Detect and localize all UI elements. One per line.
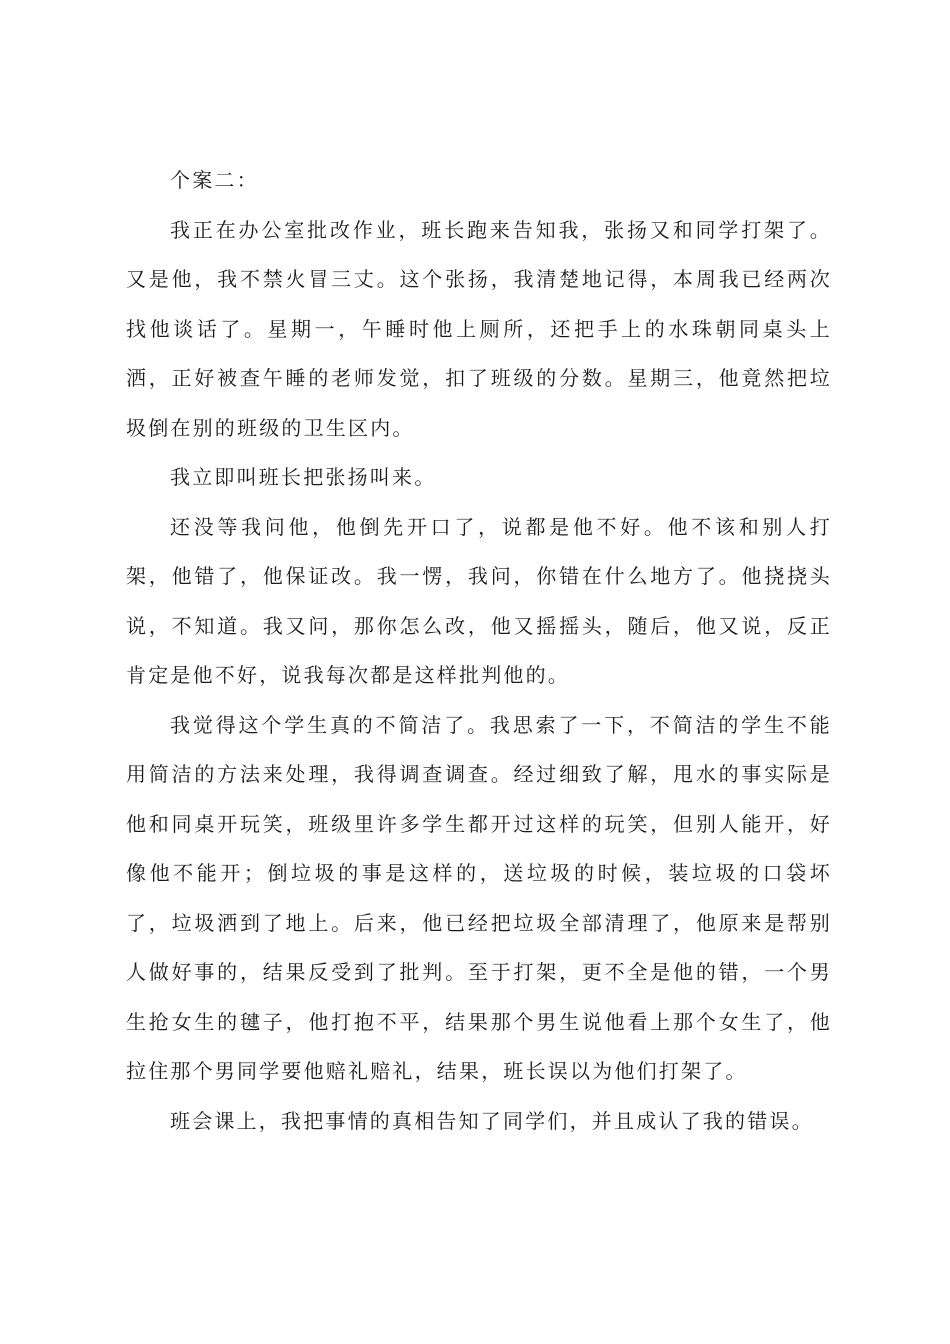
paragraph-5: 班会课上，我把事情的真相告知了同学们，并且成认了我的错误。 xyxy=(170,1108,814,1133)
paragraph-2: 我立即叫班长把张扬叫来。 xyxy=(170,465,437,489)
paragraph-1: 我正在办公室批改作业，班长跑来告知我，张扬又和同学打架了。又是他，我不禁火冒三丈。这个张扬，我清楚地记得，本周我已经两次找他谈话了。星期一，午睡时他上厕所，还把手上的水珠朝同桌头上洒，正好被查午睡的老师发觉，扣了班级的分数。星期三，他竟然把垃圾倒在别的班级的卫生区内。 xyxy=(126,217,832,440)
paragraph-3: 还没等我问他，他倒先开口了，说都是他不好。他不该和别人打架，他错了，他保证改。我一愣，我问，你错在什么地方了。他挠挠头说，不知道。我又问，那你怎么改，他又摇摇头，随后，他又说，反正肯定是他不好，说我每次都是这样批判他的。 xyxy=(126,514,832,687)
case-heading: 个案二： xyxy=(170,168,259,192)
document-body xyxy=(126,156,832,1146)
paragraph-4: 我觉得这个学生真的不简洁了。我思索了一下，不简洁的学生不能用简洁的方法来处理，我得调查调查。经过细致了解，甩水的事实际是他和同桌开玩笑，班级里许多学生都开过这样的玩笑，但别人能开，好像他不能开；倒垃圾的事是这样的，送垃圾的时候，装垃圾的口袋坏了，垃圾洒到了地上。后来，他已经把垃圾全部清理了，他原来是帮别人做好事的，结果反受到了批判。至于打架，更不全是他的错，一个男生抢女生的毽子，他打抱不平，结果那个男生说他看上那个女生了，他拉住那个男同学要他赔礼赔礼，结果，班长误以为他们打架了。 xyxy=(126,712,832,1083)
